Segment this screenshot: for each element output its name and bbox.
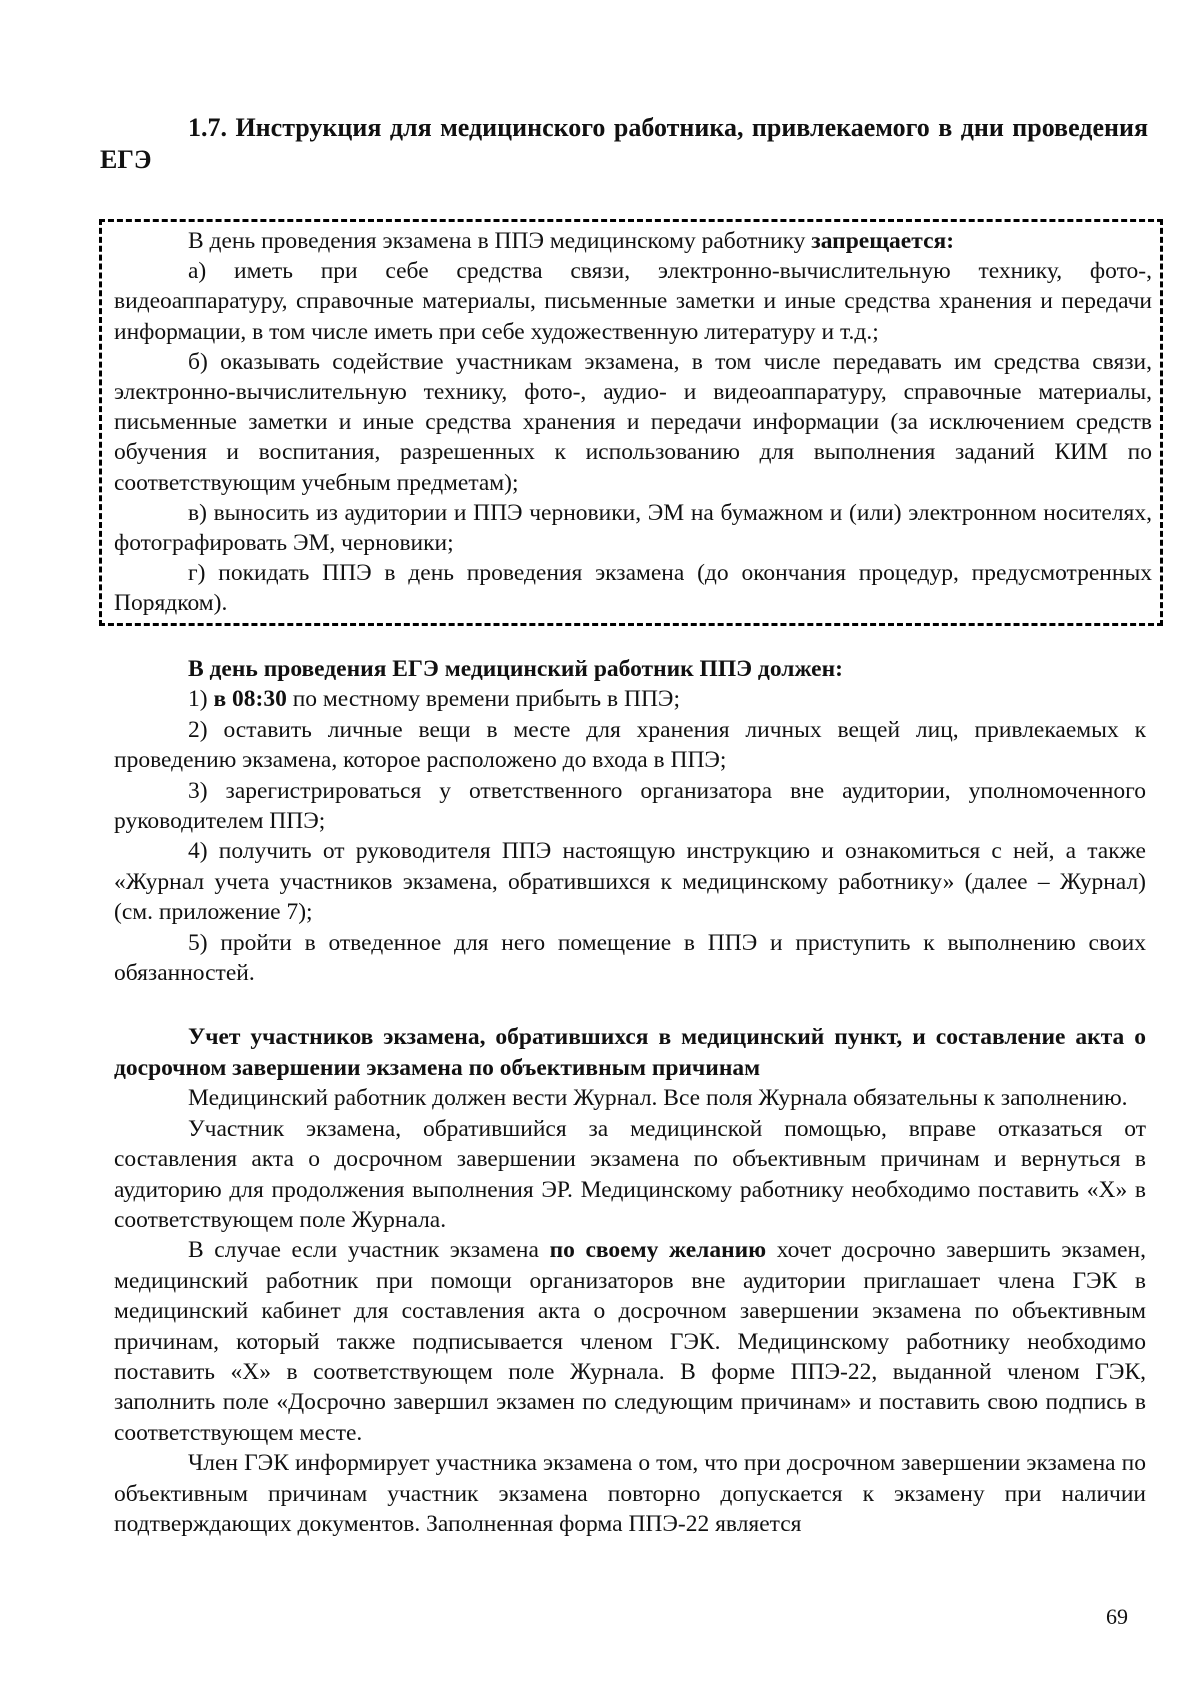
prohibition-item: г) покидать ППЭ в день проведения экзамена (до окончания процедур, предусмотренных Порядком). <box>114 560 1152 617</box>
prohibitions-box <box>99 219 1163 626</box>
duty-item <box>114 684 1146 714</box>
duties-heading <box>114 654 1146 684</box>
duty-item: 4) получить от руководителя ППЭ настоящую инструкцию и ознакомиться с ней, а также «Журнал учета участников экзамена, обратившихся к медицинскому работнику» (далее – Журнал) (см. приложение 7); <box>114 838 1146 926</box>
accounting-p3-bold: по своему желанию <box>549 1237 767 1264</box>
section-title <box>100 112 1148 176</box>
section-number: 1.7. <box>188 113 227 142</box>
duty-item-time: в 08:30 <box>213 686 287 713</box>
accounting-p3-end: хочет досрочно завершить экзамен, медицинский работник при помощи организаторов вне аудитории приглашает члена ГЭК в медицинский кабинет для составления акта о досрочном завершении экзамена по объективным причинам, который также подписывается членом ГЭК. Медицинскому работнику необходимо поставить «Х» в соответствующем поле Журнала. В форме ППЭ-22, выданной членом ГЭК, заполнить поле «Досрочно завершил экзамен по следующим причинам» и поставить свою подпись в соответствующем месте. <box>114 1237 1146 1446</box>
accounting-paragraph <box>114 1235 1146 1448</box>
duties-heading-text: В день проведения ЕГЭ медицинский работник ППЭ должен: <box>188 656 843 682</box>
prohibitions-intro-text: В день проведения экзамена в ППЭ медицинскому работнику <box>188 228 812 254</box>
duty-item: 3) зарегистрироваться у ответственного организатора вне аудитории, уполномоченного руководителем ППЭ; <box>114 777 1146 835</box>
prohibition-item: а) иметь при себе средства связи, электронно-вычислительную технику, фото-, видеоаппаратуру, справочные материалы, письменные заметки и иные средства хранения и передачи информации, в том числе иметь при себе художественную литературу и т.д.; <box>114 258 1152 345</box>
accounting-heading <box>114 1022 1146 1083</box>
duty-item-prefix: 1) <box>188 686 214 713</box>
prohibition-item: в) выносить из аудитории и ППЭ черновики, ЭМ на бумажном и (или) электронном носителях, фотографировать ЭМ, черновики; <box>114 499 1152 557</box>
accounting-paragraph: Медицинский работник должен вести Журнал. Все поля Журнала обязательны к заполнению. <box>188 1085 1128 1112</box>
accounting-paragraph: Член ГЭК информирует участника экзамена о том, что при досрочном завершении экзамена по объективным причинам участник экзамена повторно допускается к экзамену при наличии подтверждающих документов. Заполненная форма ППЭ-22 является <box>114 1450 1146 1537</box>
main-text <box>114 654 1146 1539</box>
duty-item: 5) пройти в отведенное для него помещение в ППЭ и приступить к выполнению своих обязанностей. <box>114 929 1146 987</box>
prohibition-item: б) оказывать содействие участникам экзамена, в том числе передавать им средства связи, электронно-вычислительную технику, фото-, аудио- и видеоаппаратуру, справочные материалы, письменные заметки и иные средства хранения и передачи информации (за исключением средств обучения и воспитания, разрешенных к использованию для выполнения заданий КИМ по соответствующим учебным предметам); <box>114 348 1152 496</box>
duty-item-rest: по местному времени прибыть в ППЭ; <box>286 686 680 713</box>
prohibitions-intro <box>114 226 1152 256</box>
accounting-paragraph: Участник экзамена, обратившийся за медицинской помощью, вправе отказаться от составления акта о досрочном завершении экзамена по объективным причинам и вернуться в аудиторию для продолжения выполнения ЭР. Медицинскому работнику необходимо поставить «Х» в соответствующем поле Журнала. <box>114 1115 1146 1233</box>
section-title-text: Инструкция для медицинского работника, привлекаемого в дни проведения ЕГЭ <box>100 113 1149 174</box>
duty-item: 2) оставить личные вещи в месте для хранения личных вещей лиц, привлекаемых к проведению экзамена, которое расположено до входа в ППЭ; <box>114 716 1146 774</box>
accounting-p3-start: В случае если участник экзамена <box>188 1237 550 1264</box>
page-number: 69 <box>1106 1604 1128 1629</box>
accounting-heading-text: Учет участников экзамена, обратившихся в медицинский пункт, и составление акта о досрочном завершении экзамена по объективным причинам <box>114 1024 1146 1081</box>
prohibitions-intro-bold: запрещается: <box>811 228 955 254</box>
